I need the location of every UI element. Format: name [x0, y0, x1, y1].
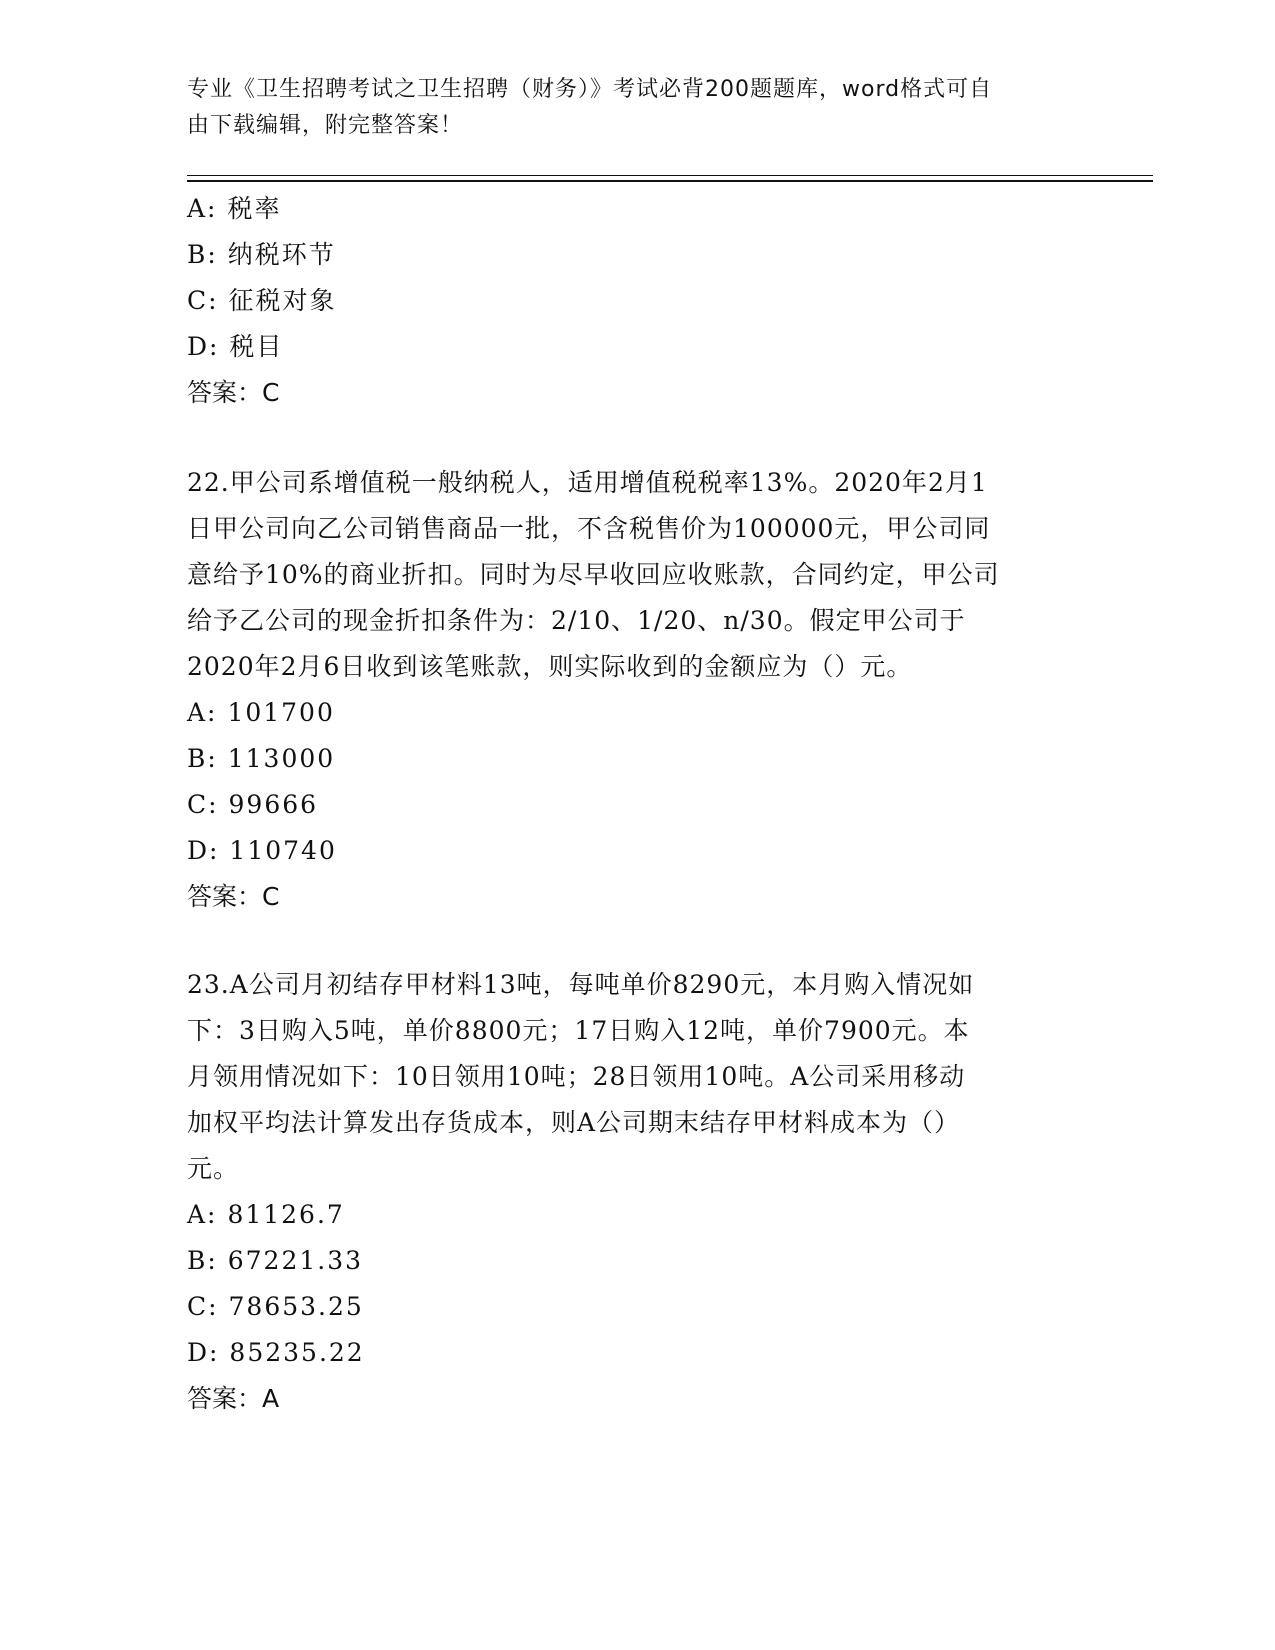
option-text: 99666: [228, 790, 319, 819]
header-line: 由下载编辑，附完整答案！: [187, 113, 464, 138]
question-23: [187, 962, 1087, 1422]
option-d: [187, 828, 1087, 874]
option-label: A:: [187, 194, 218, 223]
question-22: [187, 460, 1087, 920]
option-a: [187, 690, 1087, 736]
option-b: [187, 232, 337, 278]
option-label: B:: [187, 1246, 218, 1275]
option-text: 81126.7: [227, 1200, 345, 1229]
option-label: C:: [187, 790, 219, 819]
header-divider: [187, 180, 1153, 182]
answer-line: 答案：C: [187, 882, 280, 911]
question-text-line: 元。: [187, 1154, 240, 1183]
answer-line: 答案：A: [187, 1384, 280, 1413]
option-label: A:: [187, 698, 218, 727]
option-c: [187, 278, 337, 324]
option-a: [187, 186, 337, 232]
question-text-line: 22.甲公司系增值税一般纳税人，适用增值税税率13%。2020年2月1: [187, 468, 988, 497]
option-text: 85235.22: [229, 1338, 365, 1367]
option-text: 110740: [229, 836, 337, 865]
header-divider: [187, 175, 1153, 176]
option-c: [187, 1284, 1087, 1330]
question-text-line: 意给予10%的商业折扣。同时为尽早收回应收账款，合同约定，甲公司: [187, 560, 1000, 589]
option-label: A:: [187, 1200, 218, 1229]
option-label: D:: [187, 1338, 220, 1367]
option-text: 税率: [227, 194, 282, 223]
option-label: B:: [187, 744, 218, 773]
header-line: 专业《卫生招聘考试之卫生招聘（财务）》考试必背200题题库，word格式可自: [187, 77, 993, 102]
question-text-line: 日甲公司向乙公司销售商品一批，不含税售价为100000元，甲公司同: [187, 514, 991, 543]
question-text-line: 月领用情况如下：10日领用10吨；28日领用10吨。A公司采用移动: [187, 1062, 966, 1091]
option-text: 纳税环节: [227, 240, 336, 269]
option-b: [187, 736, 1087, 782]
option-text: 113000: [227, 744, 336, 773]
question-text-line: 给予乙公司的现金折扣条件为：2/10、1/20、n/30。假定甲公司于: [187, 606, 966, 635]
option-text: 征税对象: [228, 286, 337, 315]
option-label: C:: [187, 1292, 219, 1321]
question-text-line: 23.A公司月初结存甲材料13吨，每吨单价8290元，本月购入情况如: [187, 970, 975, 999]
document-header: [187, 72, 1067, 144]
answer-line: 答案：C: [187, 378, 280, 407]
prev-question-options: [187, 186, 337, 416]
option-label: C:: [187, 286, 219, 315]
option-d: [187, 1330, 1087, 1376]
option-a: [187, 1192, 1087, 1238]
option-text: 税目: [229, 332, 284, 361]
option-text: 78653.25: [228, 1292, 364, 1321]
option-label: D:: [187, 332, 220, 361]
question-text-line: 2020年2月6日收到该笔账款，则实际收到的金额应为（）元。: [187, 652, 913, 681]
option-label: B:: [187, 240, 218, 269]
option-b: [187, 1238, 1087, 1284]
option-text: 67221.33: [227, 1246, 364, 1275]
option-c: [187, 782, 1087, 828]
option-label: D:: [187, 836, 220, 865]
option-text: 101700: [227, 698, 335, 727]
option-d: [187, 324, 337, 370]
question-text-line: 加权平均法计算发出存货成本，则A公司期末结存甲材料成本为（）: [187, 1108, 961, 1137]
question-text-line: 下：3日购入5吨，单价8800元；17日购入12吨，单价7900元。本: [187, 1016, 970, 1045]
